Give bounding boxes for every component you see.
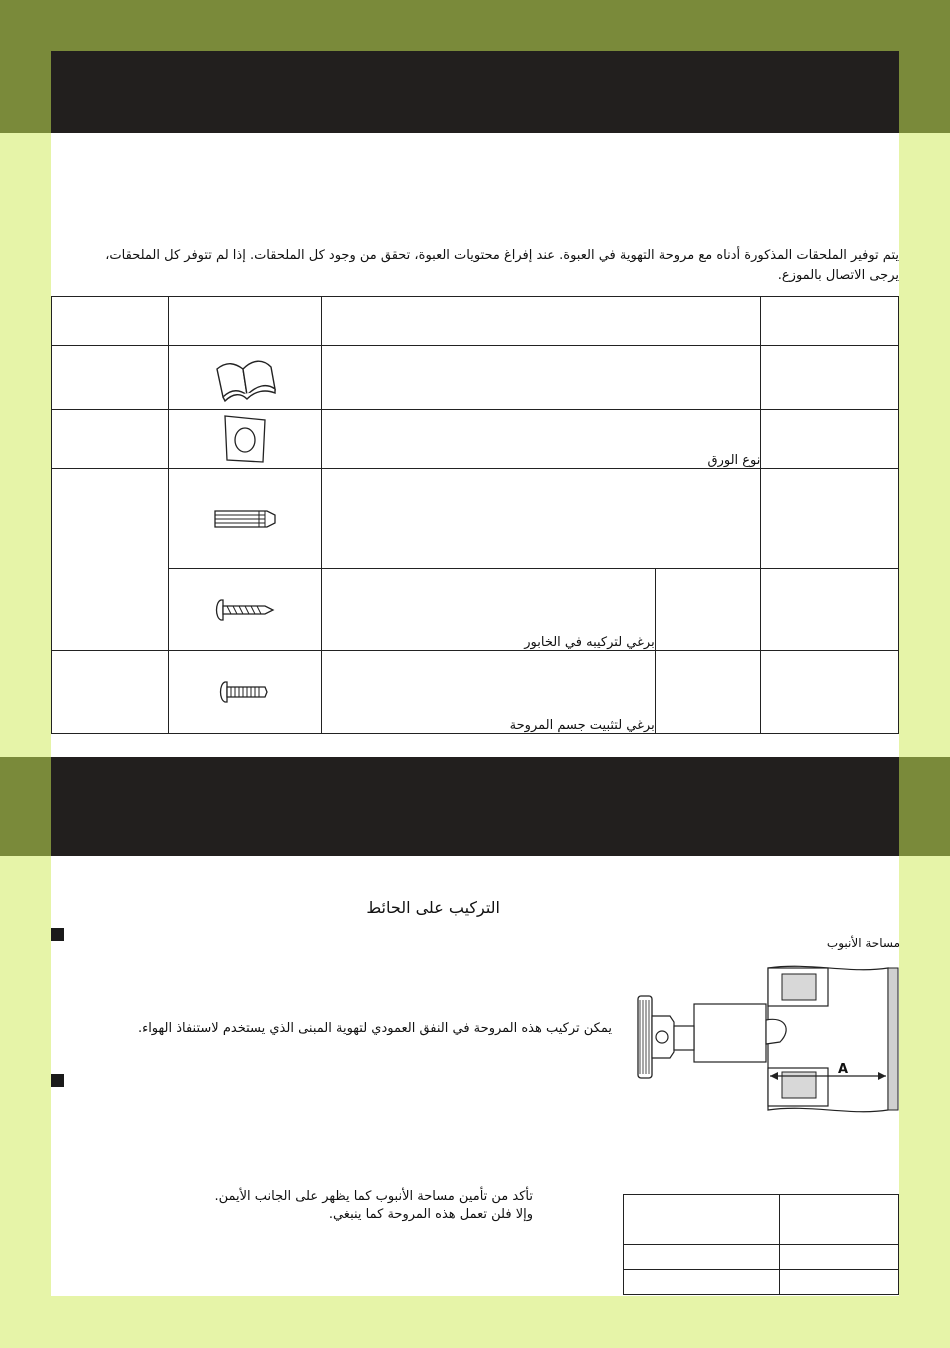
table-row [624, 1195, 899, 1245]
plug-screw-icon [169, 590, 321, 630]
intro-text [51, 246, 899, 286]
row-description [321, 346, 761, 410]
intro-line-1: يتم توفير الملحقات المذكورة أدناه مع مروحة التهوية في العبوة. عند إفراغ محتويات العبوة، تحقق من وجود كل الملحقات. إذا لم تتوفر كل الملحقات، [105, 248, 899, 263]
table-row [52, 651, 899, 734]
paragraph-duct-area-line-2: وإلا فلن تعمل هذه المروحة كما ينبغي. [328, 1207, 533, 1222]
wall-installation-heading: التركيب على الحائط [366, 898, 500, 917]
section-header-installation [51, 757, 899, 856]
table-row [52, 569, 899, 651]
duct-area-label: مساحة الأنبوب [826, 936, 900, 950]
duct-dimension-table [623, 1194, 899, 1295]
table-row [624, 1245, 899, 1270]
manual-book-icon [169, 349, 321, 407]
paragraph-vertical-shaft: يمكن تركيب هذه المروحة في النفق العمودي لتهوية المبنى الذي يستخدم لاستنفاذ الهواء. [137, 1021, 612, 1036]
table-header-row [52, 297, 899, 346]
row-description [321, 469, 761, 569]
wall-plug-icon [169, 499, 321, 539]
accessories-table [51, 296, 899, 734]
table-row [52, 469, 899, 569]
dimension-label-a: A [838, 1062, 849, 1077]
paragraph-duct-area [150, 1188, 533, 1224]
table-row [52, 410, 899, 469]
row-description: برغي لتركيبه في الخابور [321, 569, 655, 651]
table-row [624, 1270, 899, 1295]
table-row [52, 346, 899, 410]
row-description: برغي لتثبيت جسم المروحة [321, 651, 655, 734]
intro-line-2: يرجى الاتصال بالموزع. [777, 268, 899, 283]
bullet-square [51, 1074, 64, 1087]
fan-body-screw-icon [169, 672, 321, 712]
duct-installation-diagram [630, 960, 900, 1116]
paper-pattern-icon [169, 412, 321, 466]
section-header-accessories [51, 51, 899, 133]
row-description: نوع الورق [321, 410, 761, 469]
bullet-square [51, 928, 64, 941]
paragraph-duct-area-line-1: تأكد من تأمين مساحة الأنبوب كما يظهر على الجانب الأيمن. [214, 1189, 533, 1204]
